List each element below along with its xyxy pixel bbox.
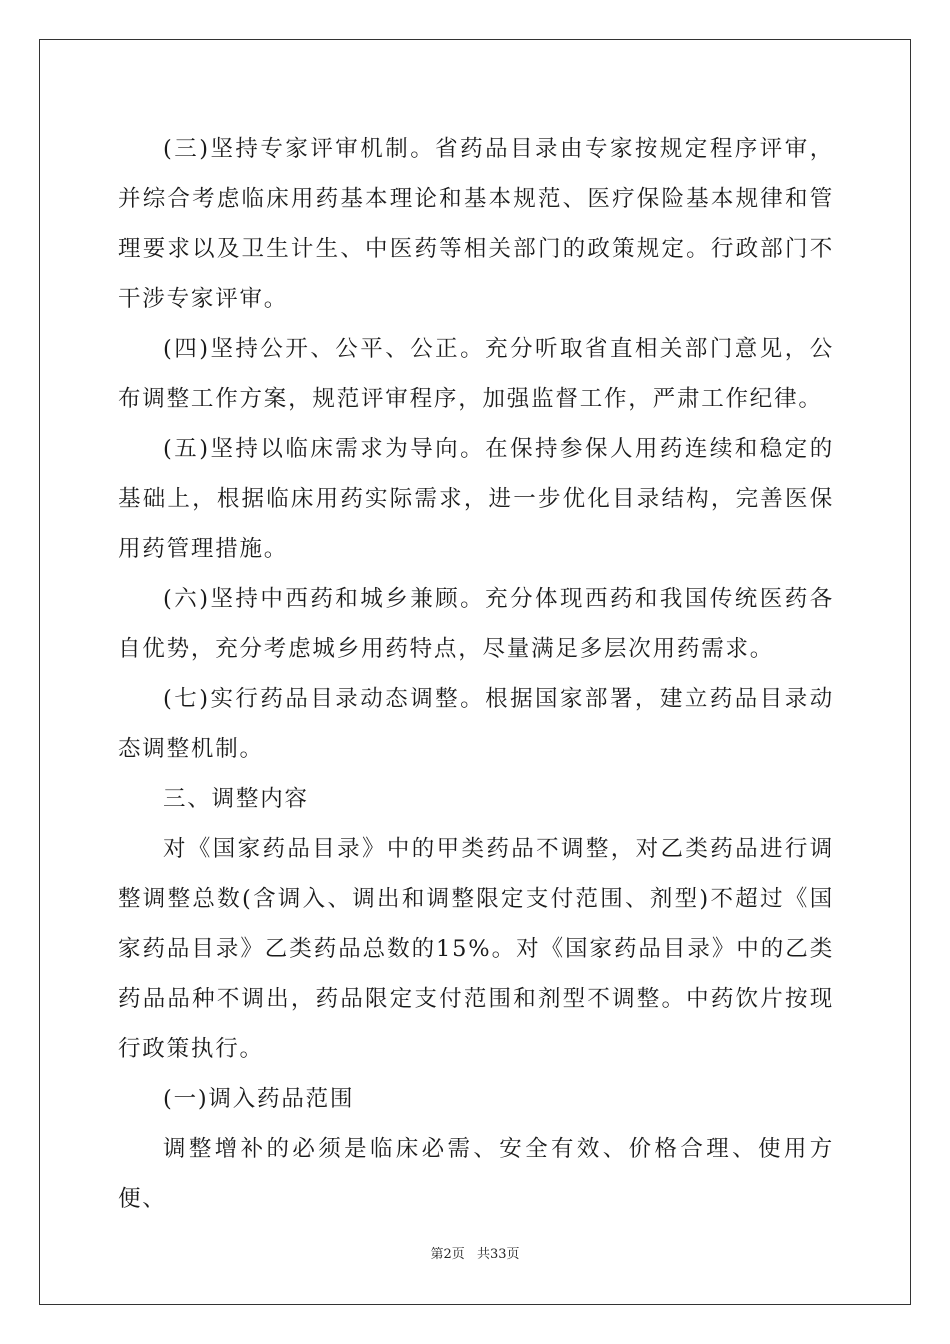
subheading-drug-inclusion: (一)调入药品范围: [163, 1086, 355, 1112]
paragraph-openness: (四)坚持公开、公平、公正。充分听取省直相关部门意见，公布调整工作方案，规范评审程序，加强监督工作，严肃工作纪律。: [118, 336, 834, 412]
paragraph-chinese-western: (六)坚持中西药和城乡兼顾。充分体现西药和我国传统医药各自优势，充分考虑城乡用药特点，尽量满足多层次用药需求。: [118, 586, 834, 662]
paragraph-expert-review: (三)坚持专家评审机制。省药品目录由专家按规定程序评审，并综合考虑临床用药基本理论和基本规范、医疗保险基本规律和管理要求以及卫生计生、中医药等相关部门的政策规定。行政部门不干涉专家评审。: [118, 136, 834, 312]
paragraph-inclusion-criteria: 调整增补的必须是临床必需、安全有效、价格合理、使用方便、: [118, 1136, 834, 1212]
document-body: [118, 124, 834, 1224]
paragraph-dynamic-adjustment: (七)实行药品目录动态调整。根据国家部署，建立药品目录动态调整机制。: [118, 686, 834, 762]
page-footer: [0, 1246, 950, 1264]
paragraph-clinical-demand: (五)坚持以临床需求为导向。在保持参保人用药连续和稳定的基础上，根据临床用药实际需求，进一步优化目录结构，完善医保用药管理措施。: [118, 436, 834, 562]
section-heading-adjustment-content: 三、调整内容: [163, 786, 309, 812]
paragraph-adjustment-scope: 对《国家药品目录》中的甲类药品不调整，对乙类药品进行调整调整总数(含调入、调出和调整限定支付范围、剂型)不超过《国家药品目录》乙类药品总数的15%。对《国家药品目录》中的乙类药品品种不调出，药品限定支付范围和剂型不调整。中药饮片按现行政策执行。: [118, 836, 834, 1062]
page-number: 第2页: [430, 1247, 465, 1262]
page-total: 共33页: [476, 1247, 520, 1262]
